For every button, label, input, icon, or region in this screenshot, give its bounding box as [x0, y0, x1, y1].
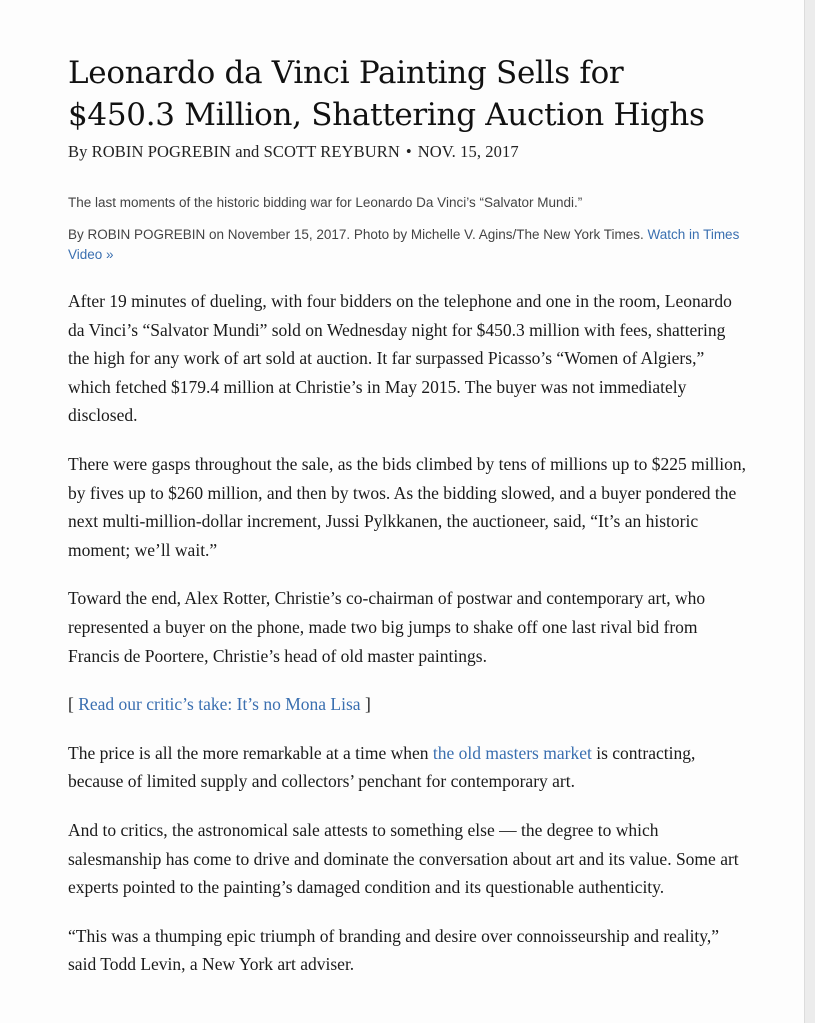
old-masters-market-link[interactable]: the old masters market — [432, 742, 592, 763]
critic-take-link[interactable]: Read our critic’s take: It’s no Mona Lisa — [78, 694, 361, 715]
paragraph-5-after: is contracting, because of limited supply and collectors’ penchant for contemporary art. — [68, 742, 696, 792]
byline-authors: By ROBIN POGREBIN and SCOTT REYBURN — [68, 142, 400, 161]
paragraph-3: Toward the end, Alex Rotter, Christie’s co-chairman of postwar and contemporary art, who represented a buyer on the phone, made two big jumps to shake off one last rival bid from Francis de Poortere, Christie’s head of old master paintings. — [68, 588, 706, 666]
watch-in-times-video-link[interactable]: Watch in Times Video » — [68, 227, 740, 262]
article-byline — [68, 142, 748, 162]
bracket-close: ] — [360, 694, 371, 715]
byline-separator: • — [405, 142, 412, 161]
paragraph-critic-link — [68, 690, 748, 719]
article-content — [68, 52, 748, 979]
paragraph-5 — [68, 739, 748, 796]
byline-date: NOV. 15, 2017 — [417, 142, 519, 161]
paragraph-1: After 19 minutes of dueling, with four bidders on the telephone and one in the room, Leonardo da Vinci’s “Salvator Mundi” sold on Wednesday night for $450.3 million with fees, shattering the high for any work of art sold at auction. It far surpassed Picasso’s “Women of Algiers,” which fetched $179.4 million at Christie’s in May 2015. The buyer was not immediately disclosed. — [68, 291, 732, 426]
paragraph-7: “This was a thumping epic triumph of branding and desire over connoisseurship and reality,” said Todd Levin, a New York art adviser. — [68, 925, 720, 975]
scrollbar-track[interactable] — [804, 0, 815, 1023]
headline-line-2: $450.3 Million, Shattering Auction Highs — [68, 97, 705, 133]
headline-line-1: Leonardo da Vinci Painting Sells for — [68, 55, 624, 91]
article-headline — [68, 52, 748, 136]
credit-text: By ROBIN POGREBIN on November 15, 2017. Photo by Michelle V. Agins/The New York Times. — [68, 227, 644, 242]
paragraph-5-before: The price is all the more remarkable at a time when — [68, 742, 433, 763]
video-caption: The last moments of the historic bidding war for Leonardo Da Vinci’s “Salvator Mundi.” — [68, 195, 583, 210]
paragraph-6: And to critics, the astronomical sale attests to something else — the degree to which salesmanship has come to drive and dominate the conversation about art and its value. Some art experts pointed to the painting’s damaged condition and its questionable authenticity. — [68, 819, 739, 898]
paragraph-2: There were gasps throughout the sale, as the bids climbed by tens of millions up to $225 million, by fives up to $260 million, and then by twos. As the bidding slowed, and a buyer pondered the next multi-million-dollar increment, Jussi Pylkkanen, the auctioneer, said, “It’s an historic moment; we’ll wait.” — [68, 453, 747, 560]
video-credit — [68, 225, 748, 265]
bracket-open: [ — [68, 694, 79, 715]
